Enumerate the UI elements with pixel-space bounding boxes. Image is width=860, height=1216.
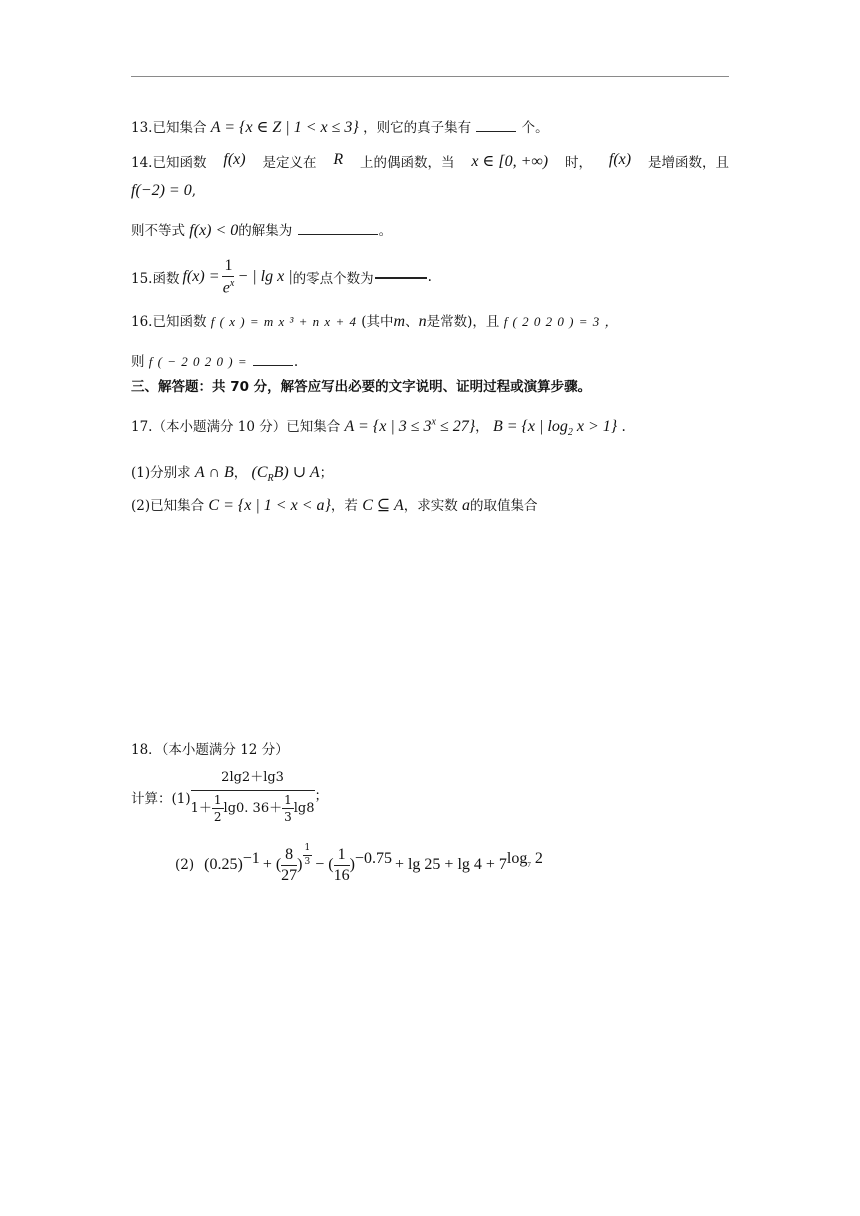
q18-p2-label: (2): [175, 857, 195, 873]
q18-p2-b: + (: [262, 856, 282, 873]
q18-f1-num: 2lg2＋lg3: [191, 771, 315, 791]
q17-p1-expr2: [251, 464, 320, 485]
q14-ineq: f(x) < 0: [189, 222, 239, 239]
q18-p2-c-den: 16: [333, 866, 350, 884]
q15-den: [222, 277, 234, 296]
q18-p2-d-exp-end: 2: [534, 850, 543, 867]
q15-rest: − | lg x |: [237, 268, 293, 285]
q18-f1-third-num: 1: [284, 793, 292, 807]
q14-t3: 时，: [565, 155, 593, 171]
q14-t4: 是增函数，且: [648, 155, 729, 171]
q14-l3b: 的解集为: [238, 223, 293, 239]
q14-t1: 是定义在: [262, 155, 317, 171]
q14-fx: f(x): [223, 151, 246, 168]
q14-l3a: 则不等式: [131, 223, 185, 239]
question-13: [131, 116, 549, 137]
q18-p2-a-exp: −1: [242, 850, 260, 867]
question-14-line3: [131, 219, 392, 240]
q17-p2-t2: ，求实数: [403, 498, 458, 514]
q16-p2: 是常数)，且: [426, 314, 500, 330]
q18-p2-b-frac: [281, 847, 297, 884]
question-16-line2: [131, 350, 298, 370]
q17-setA-a: A = {x | 3 ≤ 3: [344, 418, 432, 435]
q16-lead: 16.已知函数: [131, 314, 207, 330]
q16-cond: f ( 2 0 2 0 ) = 3 ，: [503, 314, 619, 329]
question-17-part1: [131, 461, 333, 484]
question-17: [131, 415, 626, 438]
q18-f1-end: ；: [314, 788, 329, 804]
q14-cond: f(−2) = 0: [131, 182, 192, 199]
section-3-heading: 三、解答题：共 70 分，解答应写出必要的文字说明、证明过程或演算步骤。: [131, 379, 592, 395]
header-rule: [131, 76, 729, 77]
q18-p2-c-exp: −0.75: [354, 850, 392, 867]
q17-p1-expr1: A ∩ B: [194, 464, 234, 481]
q17-p1-lead: (1)分别求: [131, 465, 191, 481]
q15-end: .: [427, 269, 432, 285]
q18-p2-b-close: ): [297, 856, 303, 873]
q16-ask: f ( − 2 0 2 0 ) =: [148, 354, 248, 369]
q18-p2-c-close: ): [349, 856, 355, 873]
q17-setA: [345, 418, 476, 435]
q15-den-e: e: [222, 279, 230, 297]
q14-R: R: [333, 151, 344, 168]
q13-set: A = {x ∈ Z | 1 < x ≤ 3}: [210, 119, 359, 136]
q16-end: .: [293, 354, 299, 370]
q15-fx: f(x) =: [182, 268, 220, 285]
q17-setA-exp: x: [431, 416, 436, 428]
q18-p2-b-exp: [303, 844, 313, 867]
q17-dot: .: [621, 419, 626, 435]
q14-fx2: f(x): [608, 151, 632, 168]
q18-f1-half-num: 1: [213, 793, 222, 807]
q17-setA-b: ≤ 27}: [439, 418, 476, 435]
q16-sep: 、: [405, 314, 419, 330]
q17-p2-sub: C ⊆ A: [362, 497, 404, 514]
q18-p2-b-den: 27: [281, 866, 298, 884]
question-14-line1: [131, 151, 729, 171]
q17-setB-b: x > 1}: [576, 418, 618, 435]
question-15: [131, 256, 432, 298]
question-16-line1: [131, 310, 729, 331]
q18-f1-den-a: 1＋: [190, 801, 212, 816]
q18-f1-third-den: 3: [284, 810, 292, 824]
q14-end: 。: [378, 223, 393, 239]
q14-answer-blank: [298, 233, 378, 235]
q16-l2a: 则: [131, 354, 145, 370]
q18-p2-b-exp-den: 3: [304, 857, 311, 867]
q16-m: m: [393, 313, 406, 330]
q17-setB-sub: 2: [567, 427, 573, 439]
q18-f1-half: [212, 794, 224, 823]
q17-p1-comma: ，: [233, 465, 248, 481]
q17-sep: ，: [475, 419, 489, 435]
q18-p2-b-exp-num: 1: [303, 844, 313, 856]
q18-f1-den: [191, 791, 315, 823]
q17-p2-t3: 的取值集合: [470, 498, 538, 514]
q18-fraction-1: [191, 771, 315, 823]
q14-lead: 14.已知函数: [131, 155, 207, 171]
q13-tail: ，则它的真子集有: [363, 120, 472, 136]
q16-answer-blank: [253, 364, 293, 366]
q18-p2-d: + lg 25 + lg 4 + 7: [394, 856, 507, 873]
q18-p2-b-num: 8: [281, 847, 297, 866]
q18-f1-third: [282, 794, 294, 823]
question-18-part1: [131, 766, 328, 828]
q15-fraction: [222, 258, 234, 296]
q17-setB-a: B = {x | log: [492, 418, 568, 435]
question-18-heading: 18．（本小题满分 12 分）: [131, 742, 289, 758]
q16-expr: f ( x ) = m x ³ + n x + 4: [210, 314, 357, 329]
q17-lead: 17.（本小题满分 10 分）已知集合: [131, 419, 341, 435]
q18-p2-c-frac: [334, 847, 350, 884]
q18-p2-d-exp-sub: 7: [527, 861, 531, 870]
q18-p2-c: − (: [315, 856, 334, 873]
q17-setB: [492, 418, 618, 439]
q13-lead: 13.已知集合: [131, 120, 207, 136]
q17-p2-t1: ，若: [330, 498, 358, 514]
q17-p1-expr2-a: (C: [251, 464, 268, 481]
question-17-part2: [131, 494, 538, 515]
q17-p2-lead: (2)已知集合: [131, 498, 205, 514]
question-18-part2: [175, 842, 543, 888]
q18-f1-den-b: lg0. 36＋: [223, 801, 283, 816]
q18-f1-den-c: lg8: [293, 801, 315, 816]
q17-p2-a: a: [462, 497, 471, 514]
q17-p1-end: ；: [319, 465, 334, 481]
q15-answer-blank: [375, 276, 427, 279]
q16-n: n: [418, 313, 427, 330]
q17-p1-expr2-b: B) ∪ A: [273, 464, 320, 481]
q18-p2-d-exp: [507, 850, 543, 869]
q17-p2-set: C = {x | 1 < x < a}: [208, 497, 331, 514]
q16-p1: (其中: [361, 314, 394, 330]
q15-den-exp: x: [229, 277, 235, 289]
q15-lead: 15.函数: [131, 271, 180, 287]
q17-p1-expr2-sub: R: [267, 473, 274, 485]
q18-f1-half-den: 2: [213, 810, 222, 824]
q18-calc: 计算：(1): [131, 791, 191, 807]
question-14-line2: [131, 182, 196, 200]
q14-domain: x ∈ [0, +∞): [471, 153, 549, 170]
q18-p2-a: (0.25): [204, 856, 243, 873]
q14-t2: 上的偶函数，当: [360, 155, 455, 171]
q14-comma: ,: [191, 183, 196, 199]
q13-unit: 个。: [521, 120, 549, 136]
q15-num: 1: [222, 258, 234, 277]
q13-answer-blank: [476, 130, 516, 132]
q18-p2-c-num: 1: [334, 847, 350, 866]
q15-tail: 的零点个数为: [292, 271, 374, 287]
q18-p2-d-exp-log: log: [506, 850, 528, 867]
